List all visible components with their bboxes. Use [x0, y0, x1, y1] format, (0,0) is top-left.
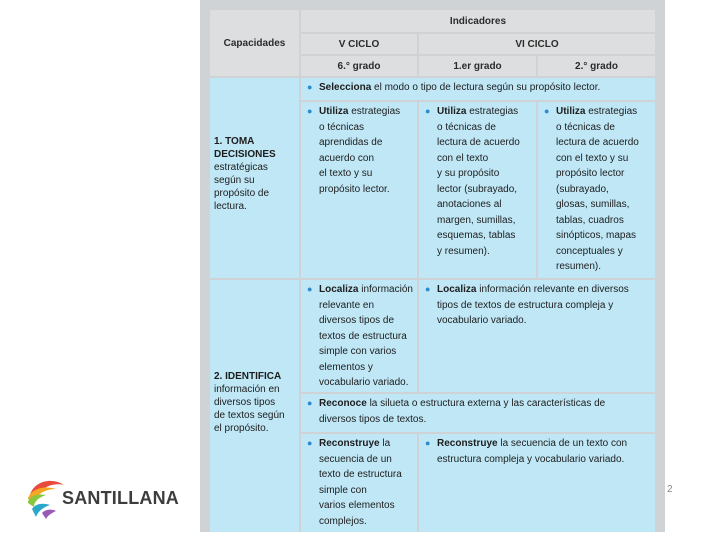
bullet-icon: ● [307, 284, 313, 294]
capacidad-1-title: 1. TOMA [214, 136, 255, 147]
header-grado-6: 6.° grado [301, 56, 417, 76]
indicator-text: o técnicas de [437, 121, 496, 133]
capacidad-1-cell [210, 78, 299, 278]
indicator-text: varios elementos [319, 500, 395, 511]
indicator-text: con el texto [437, 152, 489, 164]
header-ciclo-v: V CICLO [301, 34, 417, 54]
capacidad-1-line: según su [214, 175, 255, 186]
indicator-text: (subrayado, [556, 183, 609, 195]
indicator-verb: Localiza [437, 284, 477, 295]
indicator-text: diversos tipos de textos. [319, 413, 427, 425]
indicator-text: estrategias [466, 106, 519, 117]
indicator-reconstruye-grado-6 [301, 434, 417, 532]
capacidad-2-line: diversos tipos [214, 397, 276, 408]
indicator-text: y su propósito [437, 168, 500, 179]
indicator-text: propósito lector. [319, 183, 390, 195]
header-grado-2: 2.° grado [538, 56, 655, 76]
bullet-icon: ● [425, 438, 431, 448]
header-grado-1: 1.er grado [419, 56, 536, 76]
capacidad-1-line: lectura. [214, 201, 247, 212]
indicator-text: lectura de acuerdo [556, 137, 639, 148]
indicator-text: lectura de acuerdo [437, 137, 520, 148]
bullet-icon: ● [307, 438, 313, 448]
indicator-text: complejos. [319, 515, 367, 527]
bullet-icon: ● [425, 284, 431, 294]
indicator-text: anotaciones al [437, 199, 502, 210]
indicator-text: el texto y su [319, 168, 373, 179]
indicator-text: el modo o tipo de lectura según su propósito lector. [371, 82, 601, 93]
indicator-text: o técnicas de [556, 121, 615, 133]
capacidad-1-line: propósito de [214, 188, 270, 199]
indicator-verb: Selecciona [319, 82, 372, 93]
indicator-text: vocabulario variado. [437, 315, 527, 326]
bullet-icon: ● [307, 106, 313, 116]
table-frame [200, 0, 665, 532]
indicator-text: tipos de textos de estructura compleja y [437, 299, 614, 311]
indicator-localiza-grado-6 [301, 280, 417, 392]
indicator-text: simple con varios [319, 346, 397, 357]
indicator-localiza-grado-1-2 [419, 280, 655, 392]
indicator-verb: Reconstruye [319, 438, 380, 449]
indicator-text: estrategias [348, 106, 401, 117]
indicator-text: conceptuales y [556, 245, 623, 257]
header-indicadores: Indicadores [301, 10, 655, 32]
stray-mark: 2 [667, 484, 673, 495]
capacidad-2-line: el propósito. [214, 423, 269, 434]
indicator-text: esquemas, tablas [437, 230, 516, 241]
indicator-text: margen, sumillas, [437, 214, 516, 226]
indicator-text: estructura compleja y vocabulario variado. [437, 453, 625, 465]
indicator-text: texto de estructura [319, 469, 402, 480]
bullet-icon: ● [425, 106, 431, 116]
indicator-verb: Utiliza [556, 106, 586, 117]
indicator-verb: Reconoce [319, 398, 367, 409]
capacidad-2-line: de textos según [214, 410, 285, 421]
indicator-text: glosas, sumillas, [556, 199, 630, 210]
indicator-text: y resumen). [437, 245, 490, 257]
header-capacidades: Capacidades [210, 10, 299, 76]
indicator-text: la secuencia de un texto con [497, 438, 628, 449]
indicator-verb: Utiliza [319, 106, 349, 117]
indicator-text: con el texto y su [556, 152, 629, 164]
capacidad-2-cell [210, 280, 299, 532]
indicator-text: la [379, 438, 391, 449]
indicator-reconoce [301, 394, 655, 432]
indicator-text: simple con [319, 484, 367, 496]
capacidad-2-title: 2. IDENTIFICA [214, 371, 282, 382]
indicator-text: propósito lector [556, 168, 625, 179]
indicator-text: aprendidas de [319, 137, 383, 148]
indicator-utiliza-grado-6 [301, 102, 417, 278]
indicator-utiliza-grado-2 [538, 102, 655, 278]
indicator-utiliza-grado-1 [419, 102, 536, 278]
indicator-text: tablas, cuadros [556, 214, 624, 226]
indicator-text: información [358, 284, 413, 295]
header-ciclo-vi: VI CICLO [419, 34, 655, 54]
indicator-text: vocabulario variado. [319, 377, 409, 388]
capacidad-2-line: información en [214, 384, 280, 395]
indicator-verb: Localiza [319, 284, 359, 295]
indicator-text: la silueta o estructura externa y las características de [366, 398, 606, 409]
bullet-icon: ● [307, 398, 313, 408]
indicator-text: o técnicas [319, 121, 365, 133]
indicator-text: diversos tipos de [319, 315, 395, 326]
indicator-text: secuencia de un [319, 453, 392, 465]
indicator-selecciona [301, 78, 655, 100]
indicator-verb: Utiliza [437, 106, 467, 117]
santillana-logo-text: SANTILLANA [62, 488, 179, 508]
indicator-text: resumen). [556, 261, 602, 272]
indicator-text: acuerdo con [319, 152, 375, 164]
indicator-verb: Reconstruye [437, 438, 498, 449]
indicator-text: estrategias [585, 106, 638, 117]
indicator-text: elementos y [319, 361, 373, 373]
indicator-reconstruye-grado-1-2 [419, 434, 655, 532]
capacidad-1-line: estratégicas [214, 162, 268, 173]
indicator-text: relevante en [319, 299, 375, 311]
capacidad-1-title-2: DECISIONES [214, 149, 276, 160]
indicator-text: sinópticos, mapas [556, 230, 637, 241]
bullet-icon: ● [307, 82, 313, 92]
bullet-icon: ● [544, 106, 550, 116]
indicator-text: textos de estructura [319, 330, 407, 342]
indicator-text: información relevante en diversos [476, 284, 629, 295]
indicator-text: lector (subrayado, [437, 183, 518, 195]
